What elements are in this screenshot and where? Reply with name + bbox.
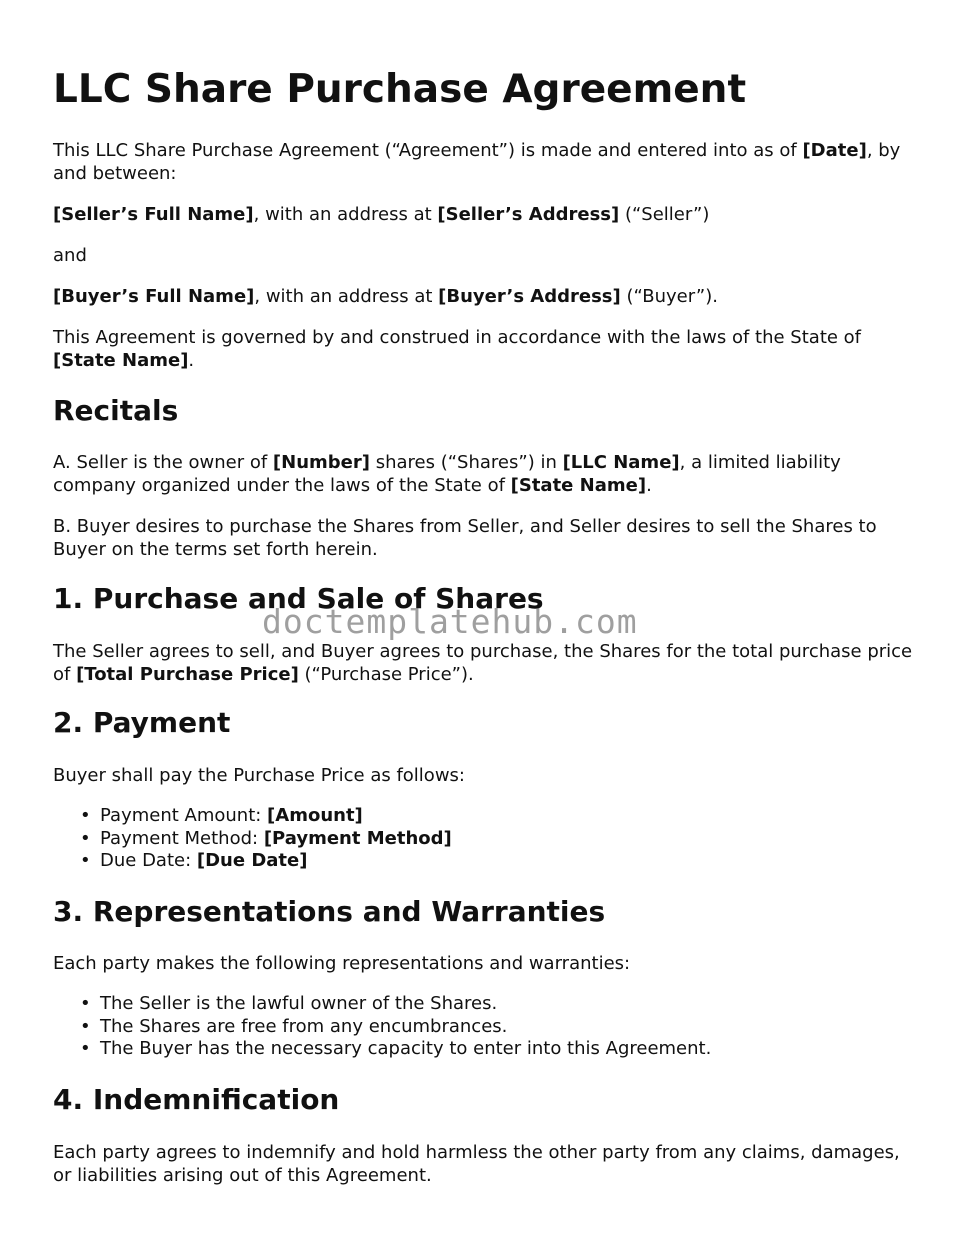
recital-b: B. Buyer desires to purchase the Shares from Seller, and Seller desires to sell the Shares to Buyer on the terms set forth herein. bbox=[53, 516, 877, 560]
payment-method-label: Payment Method: bbox=[100, 827, 264, 849]
intro-text-tail: , by and between: bbox=[53, 140, 901, 184]
section-1-text: The Seller agrees to sell, and Buyer agrees to purchase, the Shares for the total purchase price of bbox=[53, 641, 913, 685]
payment-method-placeholder: [Payment Method] bbox=[263, 827, 452, 849]
intro-text: This LLC Share Purchase Agreement (“Agreement”) is made and entered into as of bbox=[53, 140, 803, 161]
list-item bbox=[100, 828, 452, 851]
recital-state-placeholder: [State Name] bbox=[510, 475, 647, 496]
watermark: doctemplatehub.com bbox=[262, 602, 638, 641]
seller-paragraph bbox=[53, 203, 913, 226]
payment-amount-label: Payment Amount: bbox=[100, 805, 268, 826]
list-item: • The Buyer has the necessary capacity to enter into this Agreement. bbox=[100, 1038, 711, 1061]
due-date-placeholder: [Due Date] bbox=[196, 850, 308, 871]
governing-law-paragraph bbox=[53, 326, 913, 372]
llc-name-placeholder: [LLC Name] bbox=[562, 452, 680, 473]
section-2-intro: Buyer shall pay the Purchase Price as follows: bbox=[53, 765, 465, 786]
list-item bbox=[100, 805, 452, 828]
buyer-text: , with an address at bbox=[254, 286, 439, 307]
intro-paragraph bbox=[53, 139, 913, 185]
section-3-heading: 3. Representations and Warranties bbox=[53, 895, 606, 928]
recitals-heading: Recitals bbox=[53, 394, 179, 427]
section-2-heading: 2. Payment bbox=[53, 706, 231, 739]
amount-placeholder: [Amount] bbox=[267, 805, 363, 826]
list-item: • The Shares are free from any encumbrances. bbox=[100, 1016, 711, 1039]
section-4-heading: 4. Indemnification bbox=[53, 1083, 340, 1116]
payment-list bbox=[53, 805, 452, 873]
due-date-label: Due Date: bbox=[100, 850, 197, 871]
seller-text: , with an address at bbox=[253, 204, 438, 225]
seller-name-placeholder: [Seller’s Full Name] bbox=[53, 204, 254, 225]
list-item bbox=[100, 850, 452, 873]
seller-address-placeholder: [Seller’s Address] bbox=[437, 204, 620, 225]
governing-text: This Agreement is governed by and construed in accordance with the laws of the State of bbox=[53, 327, 862, 348]
section-3-intro: Each party makes the following representations and warranties: bbox=[53, 953, 631, 974]
number-placeholder: [Number] bbox=[272, 452, 370, 473]
buyer-name-placeholder: [Buyer’s Full Name] bbox=[53, 286, 255, 307]
list-item: • The Seller is the lawful owner of the Shares. bbox=[100, 993, 711, 1016]
buyer-label: (“Buyer”). bbox=[620, 286, 718, 307]
section-4-paragraph: Each party agrees to indemnify and hold harmless the other party from any claims, damages, or liabilities arising out of this Agreement. bbox=[53, 1142, 900, 1186]
document-title: LLC Share Purchase Agreement bbox=[53, 67, 747, 112]
date-placeholder: [Date] bbox=[802, 140, 867, 161]
recital-a-text: A. Seller is the owner of bbox=[53, 452, 273, 473]
recital-a-text-3: , a limited liability company organized under the laws of the State of bbox=[53, 452, 841, 496]
seller-label: (“Seller”) bbox=[619, 204, 710, 225]
warranties-list bbox=[53, 993, 711, 1061]
state-placeholder: [State Name] bbox=[53, 350, 189, 371]
recital-a bbox=[53, 451, 913, 497]
governing-tail: . bbox=[188, 350, 195, 371]
and-paragraph: and bbox=[53, 245, 87, 266]
section-1-tail: (“Purchase Price”). bbox=[298, 664, 474, 685]
recital-a-text-2: shares (“Shares”) in bbox=[369, 452, 563, 473]
section-1-heading: 1. Purchase and Sale of Shares bbox=[53, 582, 544, 615]
purchase-price-placeholder: [Total Purchase Price] bbox=[76, 664, 299, 685]
buyer-address-placeholder: [Buyer’s Address] bbox=[438, 286, 621, 307]
section-1-paragraph bbox=[53, 640, 913, 686]
recital-a-tail: . bbox=[646, 475, 652, 496]
buyer-paragraph bbox=[53, 285, 913, 308]
